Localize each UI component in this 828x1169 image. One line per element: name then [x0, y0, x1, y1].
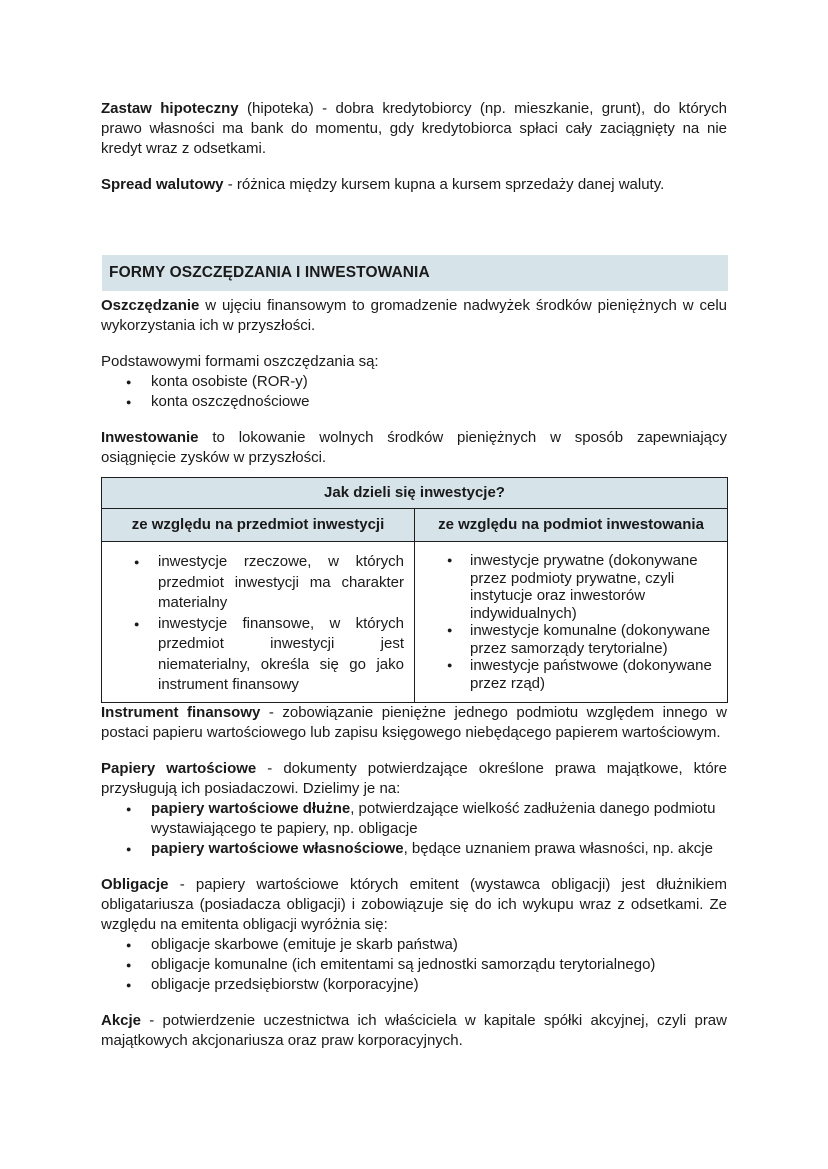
list-item: ● inwestycje finansowe, w których przedmiot inwestycji jest niematerialny, określa się go jako instrument finansowy	[102, 614, 404, 696]
zastaw-term: Zastaw hipoteczny	[101, 100, 239, 117]
akcje-term: Akcje	[101, 1011, 142, 1029]
spread-term: Spread walutowy	[101, 176, 224, 193]
papiery-list	[101, 799, 727, 859]
formy-list	[101, 372, 727, 412]
list-item: ● obligacje przedsiębiorstw (korporacyjne)	[101, 975, 727, 995]
papiery-item-term: papiery wartościowe własnościowe	[151, 839, 404, 857]
papiery-paragraph	[101, 759, 727, 799]
obligacje-definition: - papiery wartościowe których emitent (wystawca obligacji) jest dłużnikiem obligatariusza (posiadacza obligacji) i zobowiązuje się do ich wykupu wraz z odsetkami. Ze względu na emitenta obligacji wyróżnia się:	[101, 875, 727, 933]
list-item: ● obligacje skarbowe (emituje je skarb państwa)	[101, 935, 727, 955]
oszczedzanie-paragraph	[101, 296, 727, 336]
papiery-term: Papiery wartościowe	[101, 759, 257, 777]
spread-paragraph	[101, 175, 727, 195]
table-header-right: ze względu na podmiot inwestowania	[415, 509, 728, 542]
formy-intro: Podstawowymi formami oszczędzania są:	[101, 353, 379, 370]
instrument-term: Instrument finansowy	[101, 703, 261, 721]
list-item: ● inwestycje prywatne (dokonywane przez podmioty prywatne, czyli instytucje oraz inwestorów indywidualnych)	[415, 552, 717, 622]
papiery-item-term: papiery wartościowe dłużne	[151, 799, 351, 817]
list-item: ● konta oszczędnościowe	[101, 392, 727, 412]
list-item: ● konta osobiste (ROR-y)	[101, 372, 727, 392]
list-item: ● inwestycje rzeczowe, w których przedmiot inwestycji ma charakter materialny	[102, 552, 404, 614]
table-header-left: ze względu na przedmiot inwestycji	[102, 509, 415, 542]
list-item: ● obligacje komunalne (ich emitentami są jednostki samorządu terytorialnego)	[101, 955, 727, 975]
instrument-paragraph	[101, 703, 727, 743]
inwestowanie-term: Inwestowanie	[101, 429, 199, 446]
akcje-paragraph	[101, 1011, 727, 1051]
inwestowanie-paragraph	[101, 428, 727, 468]
list-item	[101, 839, 727, 859]
inwestowanie-definition: to lokowanie wolnych środków pieniężnych w sposób zapewniający osiągnięcie zysków w przyszłości.	[101, 429, 727, 466]
list-item	[101, 799, 727, 839]
akcje-definition: - potwierdzenie uczestnictwa ich właściciela w kapitale spółki akcyjnej, czyli praw majątkowych akcjonariusza oraz praw korporacyjnych.	[101, 1011, 727, 1049]
zastaw-paragraph	[101, 99, 727, 159]
list-item: ● inwestycje państwowe (dokonywane przez rząd)	[415, 657, 717, 692]
left-list	[102, 552, 404, 696]
section-heading: FORMY OSZCZĘDZANIA I INWESTOWANIA	[102, 255, 728, 291]
oszczedzanie-term: Oszczędzanie	[101, 297, 200, 314]
table-cell-left	[102, 542, 415, 703]
spread-definition: - różnica między kursem kupna a kursem sprzedaży danej waluty.	[223, 176, 665, 193]
right-list	[415, 552, 717, 692]
oszczedzanie-definition: w ujęciu finansowym to gromadzenie nadwyżek środków pieniężnych w celu wykorzystania ich w przyszłości.	[101, 297, 727, 334]
table-cell-right	[415, 542, 728, 703]
instrument-definition: - zobowiązanie pieniężne jednego podmiotu względem innego w postaci papieru wartościowego lub zapisu księgowego niebędącego papierem wartościowym.	[101, 703, 727, 741]
zastaw-definition: (hipoteka) - dobra kredytobiorcy (np. mieszkanie, grunt), do których prawo własności ma bank do momentu, gdy kredytobiorca spłaci cały zaciągnięty na nie kredyt wraz z odsetkami.	[101, 100, 728, 157]
obligacje-paragraph	[101, 875, 727, 935]
obligacje-term: Obligacje	[101, 875, 169, 893]
obligacje-list	[101, 935, 727, 995]
document-page	[101, 99, 727, 1051]
list-item: ● inwestycje komunalne (dokonywane przez samorządy terytorialne)	[415, 622, 717, 657]
investment-table	[101, 477, 728, 703]
papiery-item-text: , będące uznaniem prawa własności, np. akcje	[403, 839, 713, 857]
table-title: Jak dzieli się inwestycje?	[102, 478, 728, 509]
papiery-definition: - dokumenty potwierdzające określone prawa majątkowe, które przysługują ich posiadaczowi. Dzielimy je na:	[101, 759, 727, 797]
papiery-item-text: , potwierdzające wielkość zadłużenia danego podmiotu wystawiającego te papiery, np. obligacje	[151, 799, 716, 837]
